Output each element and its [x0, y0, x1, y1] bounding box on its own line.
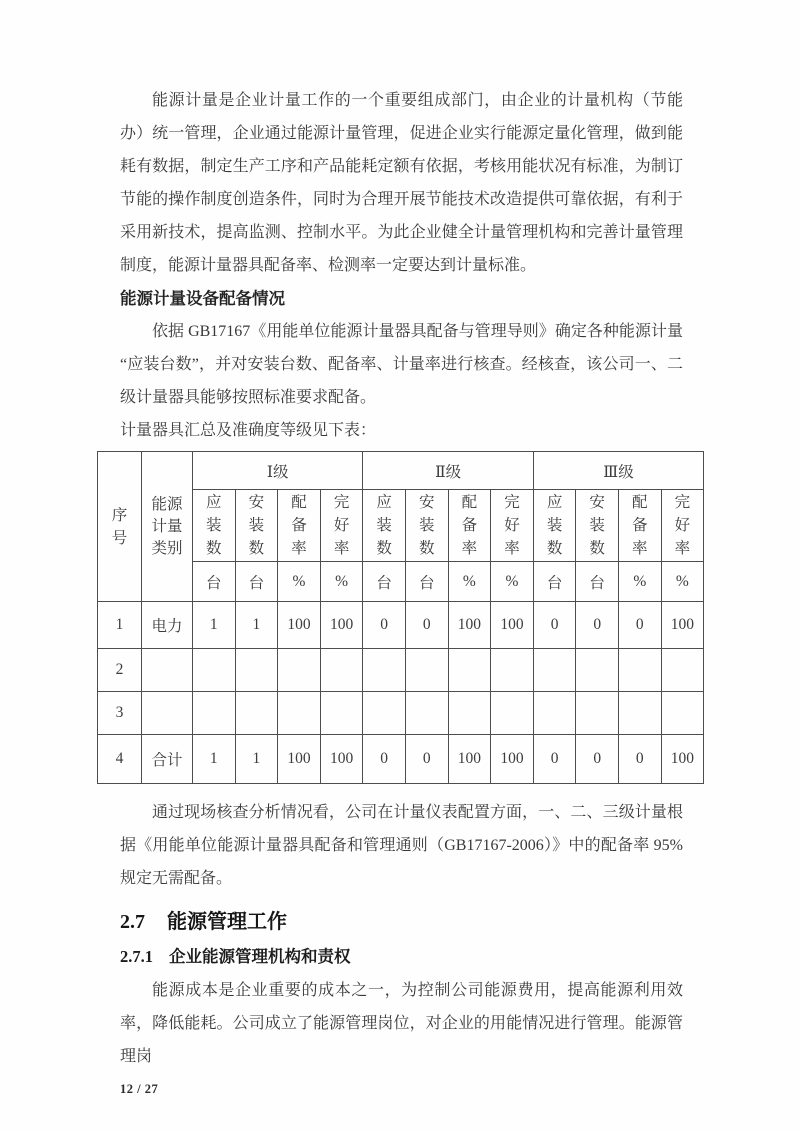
header-metric-text: 应装数 — [376, 494, 392, 557]
unit-cell: 台 — [405, 562, 448, 602]
heading-section-2-7 — [120, 907, 683, 937]
cell-value — [448, 649, 491, 692]
header-metric-text: 应装数 — [206, 494, 222, 557]
header-metric-text: 配备率 — [632, 494, 648, 557]
cell-value — [618, 649, 661, 692]
header-metric-text: 完好率 — [504, 494, 520, 557]
header-level-group-1: Ⅰ级 — [193, 452, 363, 490]
unit-cell: 台 — [533, 562, 576, 602]
cell-value: 0 — [363, 735, 406, 784]
cell-value: 0 — [618, 602, 661, 649]
cell-value — [448, 692, 491, 735]
cell-value: 1 — [235, 735, 278, 784]
table-row — [98, 649, 704, 692]
cell-value — [320, 649, 363, 692]
cell-serial-number: 3 — [98, 692, 142, 735]
cell-value — [363, 649, 406, 692]
paragraph-verification-conclusion: 通过现场核查分析情况看，公司在计量仪表配置方面，一、二、三级计量根据《用能单位能源计量器具配备和管理通则（GB17167-2006）》中的配备率 95%规定无需配备。 — [120, 804, 683, 887]
cell-value: 0 — [533, 602, 576, 649]
paragraph-energy-management: 能源成本是企业重要的成本之一，为控制公司能源费用，提高能源利用效率，降低能耗。公司成立了能源管理岗位，对企业的用能情况进行管理。能源管理岗 — [120, 982, 683, 1065]
cell-value — [405, 692, 448, 735]
paragraph-energy-metering-intro: 能源计量是企业计量工作的一个重要组成部门，由企业的计量机构（节能办）统一管理，企业通过能源计量管理，促进企业实行能源定量化管理，做到能耗有数据，制定生产工序和产品能耗定额有依据，考核用能状况有标准，为制订节能的操作制度创造条件，同时为合理开展节能技术改造提供可靠依据，有利于采用新技术，提高监测、控制水平。为此企业健全计量管理机构和完善计量管理制度，能源计量器具配备率、检测率一定要达到计量标准。 — [120, 92, 683, 274]
header-metric — [363, 490, 406, 562]
cell-value: 1 — [235, 602, 278, 649]
unit-cell: 台 — [193, 562, 236, 602]
cell-value — [405, 649, 448, 692]
cell-value: 100 — [661, 602, 704, 649]
unit-cell: 台 — [363, 562, 406, 602]
header-energy-metering-category — [142, 452, 193, 602]
section-2-7-1-number: 2.7.1 — [120, 947, 153, 966]
unit-cell: % — [661, 562, 704, 602]
unit-cell: % — [448, 562, 491, 602]
cell-serial-number: 1 — [98, 602, 142, 649]
unit-cell: % — [491, 562, 534, 602]
unit-cell: % — [278, 562, 321, 602]
header-metric-text: 配备率 — [291, 494, 307, 557]
paragraph-equipment-configuration: 依据 GB17167《用能单位能源计量器具配备与管理导则》确定各种能源计量“应装台数”，并对安装台数、配备率、计量率进行核查。经核查，该公司一、二级计量器具能够按照标准要求配备。 — [120, 323, 683, 406]
header-metric — [235, 490, 278, 562]
header-level-group-3: Ⅲ级 — [533, 452, 703, 490]
metering-instruments-table — [97, 451, 704, 784]
cell-value: 1 — [193, 735, 236, 784]
page-number: 12 / 27 — [120, 1082, 159, 1096]
cell-value: 100 — [320, 735, 363, 784]
cell-value — [278, 692, 321, 735]
header-metric-text: 配备率 — [461, 494, 478, 557]
cell-value: 100 — [448, 602, 491, 649]
cell-value — [576, 692, 619, 735]
header-metric-text: 完好率 — [674, 494, 691, 557]
cell-value: 0 — [405, 735, 448, 784]
cell-value: 1 — [193, 602, 236, 649]
header-level-group-2: Ⅱ级 — [363, 452, 533, 490]
cell-value: 0 — [618, 735, 661, 784]
cell-serial-number: 4 — [98, 735, 142, 784]
cell-value: 0 — [576, 735, 619, 784]
header-serial-number — [98, 452, 142, 602]
section-2-7-number: 2.7 — [120, 911, 145, 933]
header-metric-text: 安装数 — [419, 494, 435, 557]
cell-value — [576, 649, 619, 692]
header-metric — [661, 490, 704, 562]
cell-category — [142, 692, 193, 735]
cell-value — [235, 692, 278, 735]
header-metric-text: 安装数 — [248, 494, 265, 557]
cell-value: 0 — [533, 735, 576, 784]
cell-value — [661, 692, 704, 735]
cell-value — [193, 692, 236, 735]
header-energy-metering-category-text: 能源计量类别 — [151, 495, 183, 557]
unit-cell: % — [618, 562, 661, 602]
cell-value: 100 — [278, 602, 321, 649]
cell-value: 100 — [661, 735, 704, 784]
cell-value — [491, 649, 534, 692]
unit-cell: 台 — [235, 562, 278, 602]
cell-value: 0 — [363, 602, 406, 649]
header-metric — [576, 490, 619, 562]
header-metric — [320, 490, 363, 562]
header-metric-text: 完好率 — [333, 494, 350, 557]
cell-value — [533, 692, 576, 735]
table-row — [98, 735, 704, 784]
cell-value — [193, 649, 236, 692]
header-metric — [278, 490, 321, 562]
header-metric — [193, 490, 236, 562]
cell-category: 合计 — [142, 735, 193, 784]
cell-category: 电力 — [142, 602, 193, 649]
cell-value: 100 — [448, 735, 491, 784]
heading-equipment-configuration: 能源计量设备配备情况 — [120, 289, 285, 308]
cell-value: 100 — [320, 602, 363, 649]
cell-value: 100 — [278, 735, 321, 784]
cell-value — [618, 692, 661, 735]
table-row — [98, 602, 704, 649]
cell-value — [491, 692, 534, 735]
unit-cell: 台 — [576, 562, 619, 602]
cell-value — [363, 692, 406, 735]
table-caption: 计量器具汇总及准确度等级见下表： — [120, 422, 377, 439]
header-serial-number-text: 序号 — [111, 506, 128, 547]
header-metric — [491, 490, 534, 562]
cell-category — [142, 649, 193, 692]
cell-value — [278, 649, 321, 692]
unit-cell: % — [320, 562, 363, 602]
table-row — [98, 692, 704, 735]
header-metric — [533, 490, 576, 562]
cell-value — [235, 649, 278, 692]
cell-value — [661, 649, 704, 692]
cell-value — [320, 692, 363, 735]
cell-value: 100 — [491, 735, 534, 784]
section-2-7-title: 能源管理工作 — [167, 911, 287, 933]
header-metric-text: 应装数 — [546, 494, 563, 557]
cell-value: 100 — [491, 602, 534, 649]
cell-value: 0 — [405, 602, 448, 649]
cell-value: 0 — [576, 602, 619, 649]
section-2-7-1-title: 企业能源管理机构和责权 — [169, 947, 351, 966]
header-metric — [448, 490, 491, 562]
cell-value — [533, 649, 576, 692]
header-metric — [405, 490, 448, 562]
header-metric — [618, 490, 661, 562]
heading-section-2-7-1 — [120, 943, 683, 971]
cell-serial-number: 2 — [98, 649, 142, 692]
header-metric-text: 安装数 — [589, 494, 605, 557]
